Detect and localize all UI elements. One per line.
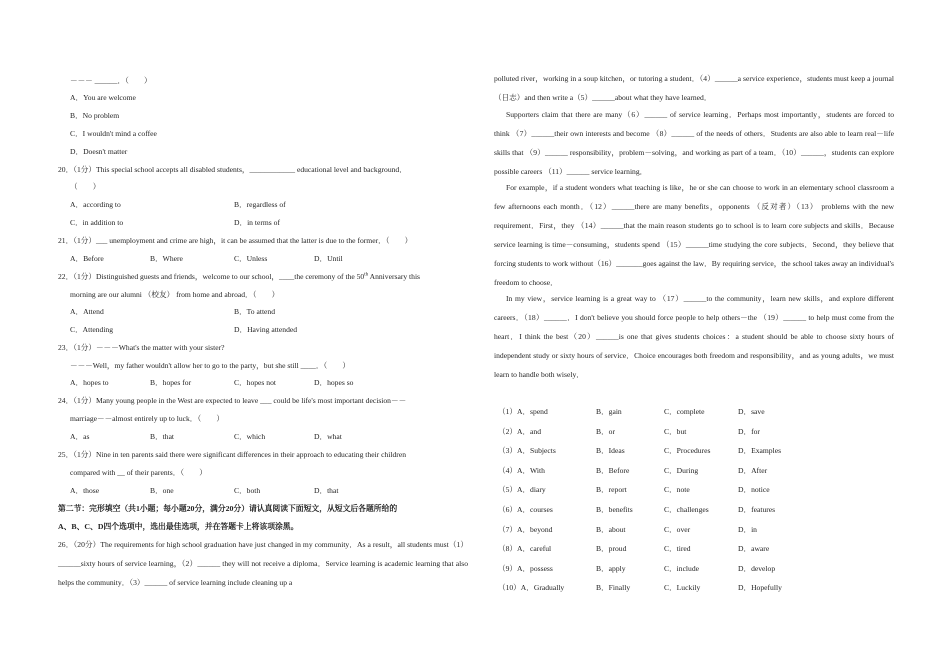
answer-2-option-a[interactable]: （2）A．and: [498, 426, 542, 436]
answer-7-option-b[interactable]: B．about: [596, 524, 626, 534]
q22-option-c[interactable]: C．Attending: [70, 325, 114, 334]
q24-stem-line2: marriage－－almost entirely up to luck．（ ）: [70, 414, 224, 423]
answer-6-option-d[interactable]: D．features: [738, 505, 776, 514]
answer-1-option-d[interactable]: D．save: [738, 407, 765, 416]
answer-4-option-c[interactable]: C．During: [664, 465, 699, 475]
q22-stem-part-b: Anniversary this: [368, 272, 421, 281]
section2-heading-line2: A、B、C、D四个选项中，选出最佳选项，并在答题卡上将该项涂黑。: [58, 522, 299, 531]
answer-8-option-b[interactable]: B．proud: [596, 544, 627, 554]
answer-2-option-b[interactable]: B．or: [596, 426, 615, 436]
q22-option-b[interactable]: B．To attend: [234, 307, 276, 316]
answer-3-option-c[interactable]: C．Procedures: [664, 446, 711, 456]
q21-option-a[interactable]: A．Before: [70, 254, 104, 263]
q19-option-d[interactable]: D．Doesn't matter: [70, 147, 128, 156]
answer-6-option-a[interactable]: （6）A．courses: [498, 505, 553, 514]
answer-9-option-a[interactable]: （9）A．possess: [498, 563, 553, 573]
answer-7-option-d[interactable]: D．in: [738, 524, 757, 534]
q19-option-a[interactable]: A．You are welcome: [70, 93, 136, 102]
passage-paragraph-1: polluted river，working in a soup kitchen，or tutoring a student．（4）______a service experience，students must keep a journal（日志）and then write a（5）______about what they have learned．: [494, 74, 894, 102]
answer-2-option-c[interactable]: C．but: [664, 426, 687, 436]
answer-6-option-c[interactable]: C．challenges: [664, 505, 709, 514]
answer-4-option-b[interactable]: B．Before: [596, 465, 630, 475]
q24-stem: 24．（1分）Many young people in the West are expected to leave ___ could be life's most important decision－－: [58, 396, 407, 405]
q23-option-a[interactable]: A．hopes to: [70, 378, 109, 387]
answer-4-option-a[interactable]: （4）A．With: [498, 465, 545, 475]
answer-1-option-a[interactable]: （1）A．spend: [498, 407, 548, 416]
answer-7-option-a[interactable]: （7）A．beyond: [498, 524, 553, 534]
q23-stem-line2: －－－Well，my father wouldn't allow her to go to the party，but she still ____．（ ）: [70, 361, 350, 370]
answer-8-option-d[interactable]: D．aware: [738, 544, 770, 554]
q25-option-d[interactable]: D．that: [314, 486, 339, 495]
q23-option-d[interactable]: D．hopes so: [314, 378, 354, 387]
q21-option-c[interactable]: C．Unless: [234, 254, 268, 263]
q21-option-d[interactable]: D．Until: [314, 254, 343, 263]
answer-10-option-d[interactable]: D．Hopefully: [738, 583, 782, 593]
q22-option-d[interactable]: D．Having attended: [234, 325, 298, 334]
q20-option-d[interactable]: D．in terms of: [234, 218, 280, 227]
q24-option-b[interactable]: B．that: [150, 432, 175, 441]
q25-option-a[interactable]: A．those: [70, 486, 100, 495]
q19-option-b[interactable]: B．No problem: [70, 111, 120, 120]
answer-5-option-d[interactable]: D．notice: [738, 485, 770, 495]
answer-3-option-b[interactable]: B．Ideas: [596, 446, 625, 456]
q19-option-c[interactable]: C．I wouldn't mind a coffee: [70, 129, 157, 138]
q22-stem: [58, 272, 420, 281]
answer-1-option-c[interactable]: C．complete: [664, 407, 705, 416]
answer-3-option-a[interactable]: （3）A．Subjects: [498, 446, 556, 456]
answer-8-option-a[interactable]: （8）A．careful: [498, 544, 552, 554]
q24-option-a[interactable]: A．as: [70, 432, 90, 441]
q26-passage: 26．（20分）The requirements for high school graduation have just changed in my community．As a result，all students must（1）______sixty hours of service learning，（2）______ they will not receive a diploma．Service learning is academic learning that also helps the community．（3）______ of service learning include cleaning up a: [58, 540, 468, 587]
q25-option-c[interactable]: C．both: [234, 486, 261, 495]
answer-1-option-b[interactable]: B．gain: [596, 407, 622, 416]
q25-stem-line2: compared with __ of their parents．（ ）: [70, 468, 207, 477]
passage-paragraph-4: In my view，service learning is a great way to （17）______to the community，learn new skills，and explore different careers．（18）______．I don't believe you should force people to help others－the （19）______ to help must come from the heart．I think the best（20）______is one that gives students choices：a student should be able to choose sixty hours of independent study or sixty hours of service．Choice encourages both freedom and responsibility，and as young adults，we must learn to handle both wisely．: [494, 294, 894, 379]
q20-option-c[interactable]: C．in addition to: [70, 218, 124, 227]
answer-3-option-d[interactable]: D．Examples: [738, 446, 782, 456]
answer-2-option-d[interactable]: D．for: [738, 426, 760, 436]
answer-6-option-b[interactable]: B．benefits: [596, 505, 633, 514]
q21-option-b[interactable]: B．Where: [150, 254, 183, 263]
q20-option-a[interactable]: A．according to: [70, 200, 121, 209]
q22-option-a[interactable]: A．Attend: [70, 307, 104, 316]
answer-10-option-a[interactable]: （10）A．Gradually: [498, 583, 565, 593]
q23-stem: 23．（1分）－－－What's the matter with your sister?: [58, 343, 225, 352]
answer-9-option-d[interactable]: D．develop: [738, 563, 776, 573]
answer-4-option-d[interactable]: D．After: [738, 465, 768, 475]
q20-stem: 20．（1分）This special school accepts all disabled students，____________ educational level and background．: [58, 165, 407, 174]
q23-option-c[interactable]: C．hopes not: [234, 378, 276, 387]
q22-stem-part-a: 22．（1分）Distinguished guests and friends，welcome to our school，____the ceremony of the 50: [58, 272, 365, 281]
q24-option-c[interactable]: C．which: [234, 432, 266, 441]
q23-option-b[interactable]: B．hopes for: [150, 378, 192, 387]
q19-stem: －－－ ______．（ ）: [70, 76, 152, 85]
q22-superscript: th: [364, 272, 369, 278]
answer-5-option-c[interactable]: C．note: [664, 485, 690, 495]
q21-stem: 21．（1分）___ unemployment and crime are high，it can be assumed that the latter is due to the former．（ ）: [58, 236, 413, 245]
answer-10-option-b[interactable]: B．Finally: [596, 583, 631, 593]
answer-5-option-b[interactable]: B．report: [596, 485, 627, 495]
answer-8-option-c[interactable]: C．tired: [664, 544, 691, 554]
passage-paragraph-2: Supporters claim that there are many（6）______ of service learning．Perhaps most importantly，students are forced to think （7）______their own interests and become （8）______ of the needs of others．Students are also able to learn real－life skills that （9）______ responsibility，problem－solving，and working as part of a team．（10）______，students can explore possible careers （11）______ service learning．: [494, 110, 894, 176]
q24-option-d[interactable]: D．what: [314, 432, 342, 441]
answer-7-option-c[interactable]: C．over: [664, 524, 691, 534]
answer-9-option-c[interactable]: C．include: [664, 563, 700, 573]
answer-10-option-c[interactable]: C．Luckily: [664, 583, 701, 593]
answer-9-option-b[interactable]: B．apply: [596, 563, 626, 573]
q22-stem-line2: morning are our alumni （校友） from home and abroad．（ ）: [70, 290, 280, 299]
section2-heading-line1: 第二节：完形填空（共1小题；每小题20分，满分20分）请认真阅读下面短文，从短文后各题所给的: [58, 504, 398, 513]
q25-stem: 25．（1分）Nine in ten parents said there were significant differences in their approach to educating their children: [58, 450, 406, 459]
q25-option-b[interactable]: B．one: [150, 486, 174, 495]
answer-5-option-a[interactable]: （5）A．diary: [498, 485, 546, 495]
q20-paren: （ ）: [70, 182, 101, 191]
passage-paragraph-3: For example，if a student wonders what teaching is like，he or she can choose to work in an elementary school classroom a few afternoons each month．（12）______there are many benefits，opponents （反对者）（13） problems with the new requirement．First，they （14）______that the main reason students go to school is to learn core subjects and skills．Because service learning is time－consuming，students spend （15）______time studying the core subjects．Second，they believe that forcing students to work without（16）_______goes against the law．By requiring service，the school takes away an individual's freedom to choose．: [494, 183, 894, 287]
q20-option-b[interactable]: B．regardless of: [234, 200, 286, 209]
